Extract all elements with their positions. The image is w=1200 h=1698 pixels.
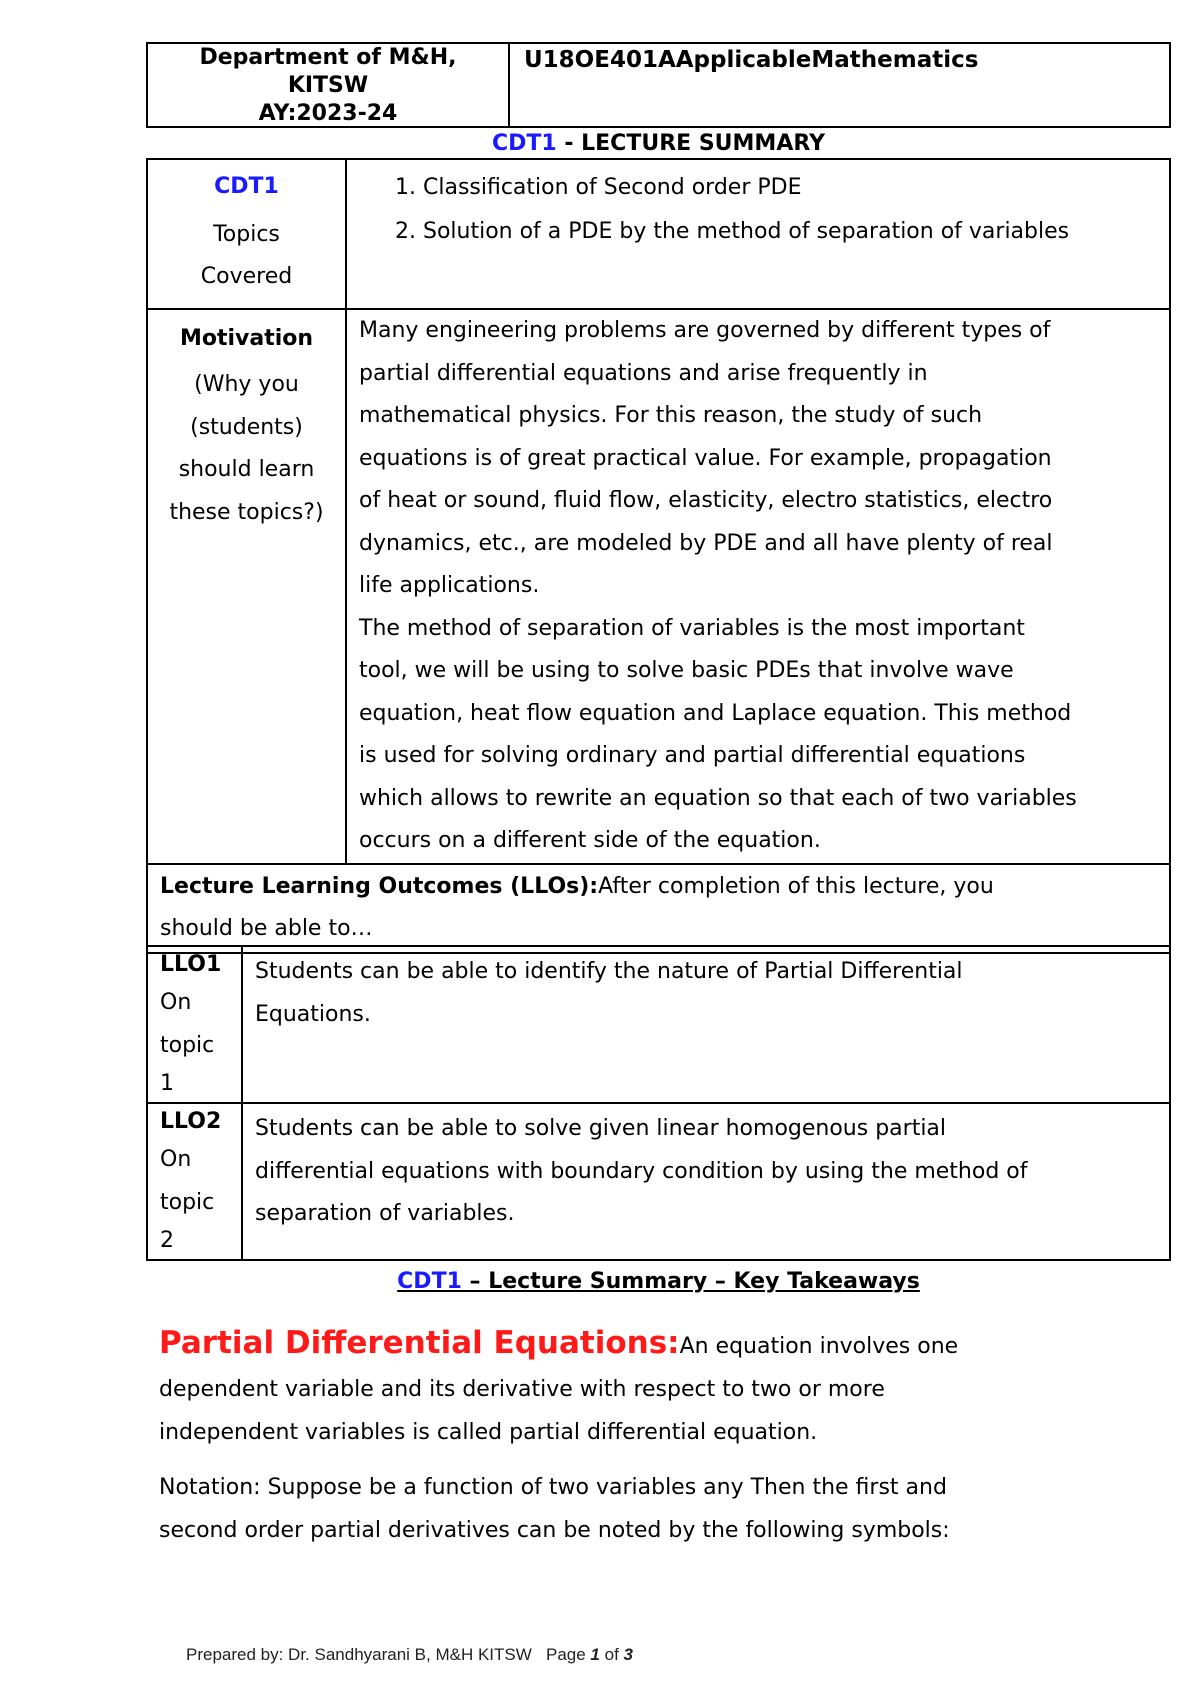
llo-label-line: On xyxy=(160,1147,192,1172)
pde-heading: Partial Differential Equations: xyxy=(159,1325,680,1361)
motivation-label-cell xyxy=(147,309,346,864)
notation-paragraph xyxy=(159,1466,1159,1552)
department-name: Department of M&H, xyxy=(199,45,457,70)
motivation-line: equation, heat flow equation and Laplace equation. This method xyxy=(359,700,1072,726)
of-word: of xyxy=(604,1645,619,1664)
topics-cdt-label: CDT1 xyxy=(214,174,279,199)
summary-title-text: - LECTURE SUMMARY xyxy=(556,131,826,156)
motivation-line: equations is of great practical value. For example, propagation xyxy=(359,445,1052,471)
motivation-label: Motivation xyxy=(179,326,314,351)
lecture-summary-title xyxy=(146,130,1171,158)
motivation-line: of heat or sound, fluid flow, elasticity, electro statistics, electro xyxy=(359,488,1053,513)
topics-row xyxy=(147,159,1170,309)
llo-text-cell xyxy=(242,946,1170,1103)
motivation-sub-2: (students) xyxy=(190,414,303,440)
page-word: Page xyxy=(545,1645,586,1664)
pde-definition xyxy=(159,1322,1159,1454)
topics-list-cell xyxy=(346,159,1170,309)
motivation-row xyxy=(147,309,1170,864)
motivation-line: life applications. xyxy=(359,573,540,598)
llo-intro-heading: Lecture Learning Outcomes (LLOs): xyxy=(160,873,599,899)
page-total: 3 xyxy=(623,1645,634,1664)
llo-row xyxy=(147,1103,1170,1260)
page-footer xyxy=(186,1645,633,1665)
motivation-text-cell xyxy=(346,309,1170,864)
motivation-line: Many engineering problems are governed by different types of xyxy=(359,318,1051,343)
course-code: U18OE401AApplicableMathematics xyxy=(524,47,979,73)
page-number: 1 xyxy=(590,1645,600,1664)
llo-label-line: 2 xyxy=(160,1228,174,1253)
pde-line2: dependent variable and its derivative with respect to two or more xyxy=(159,1377,885,1402)
llo-table xyxy=(146,945,1171,1261)
motivation-line: mathematical physics. For this reason, the study of such xyxy=(359,403,983,428)
llo-label-line: topic xyxy=(160,1189,215,1215)
topics-label-line1: Topics xyxy=(213,222,280,247)
llo-row xyxy=(147,946,1170,1103)
llo-label-line: 1 xyxy=(160,1071,174,1096)
institute-name: KITSW xyxy=(287,73,369,98)
llo-id: LLO1 xyxy=(160,952,222,977)
notation-line1: Notation: Suppose be a function of two variables any Then the first and xyxy=(159,1475,947,1500)
topics-label-cell xyxy=(147,159,346,309)
motivation-line: dynamics, etc., are modeled by PDE and all have plenty of real xyxy=(359,530,1053,556)
llo-text-line: differential equations with boundary condition by using the method of xyxy=(255,1158,1028,1184)
document-header xyxy=(146,42,1171,128)
llo-label-line: On xyxy=(160,990,192,1015)
llo-text-cell xyxy=(242,1103,1170,1260)
llo-id: LLO2 xyxy=(160,1109,222,1134)
topics-label-line2: Covered xyxy=(200,264,293,289)
topic-item-2: 2. Solution of a PDE by the method of separation of variables xyxy=(395,219,1070,244)
motivation-sub-1: (Why you xyxy=(194,372,299,397)
llo-label-line: topic xyxy=(160,1032,215,1058)
department-cell xyxy=(148,44,510,126)
key-takeaways-title xyxy=(146,1267,1171,1297)
motivation-sub-4: these topics?) xyxy=(169,499,324,525)
llo-intro-row xyxy=(147,864,1170,953)
llo-label-cell xyxy=(147,946,242,1103)
llo-text-line: separation of variables. xyxy=(255,1201,515,1226)
motivation-line: occurs on a different side of the equation. xyxy=(359,828,821,853)
prepared-by: Prepared by: Dr. Sandhyarani B, M&H KITSW xyxy=(186,1645,532,1664)
llo-label-cell xyxy=(147,1103,242,1260)
key-takeaways-cdt: CDT1 xyxy=(397,1269,462,1294)
pde-line3: independent variables is called partial differential equation. xyxy=(159,1420,818,1445)
motivation-line: tool, we will be using to solve basic PDEs that involve wave xyxy=(359,658,1014,683)
llo-text-line: Students can be able to identify the nature of Partial Differential xyxy=(255,959,963,984)
pde-text: An equation involves one xyxy=(679,1334,959,1359)
key-takeaways-text: – Lecture Summary – Key Takeaways xyxy=(461,1269,920,1294)
notation-line2: second order partial derivatives can be noted by the following symbols: xyxy=(159,1518,950,1543)
motivation-line: which allows to rewrite an equation so that each of two variables xyxy=(359,785,1077,811)
topic-item-1: 1. Classification of Second order PDE xyxy=(395,175,802,200)
summary-cdt-label: CDT1 xyxy=(491,131,557,156)
llo-intro-cell xyxy=(147,864,1170,953)
motivation-line: The method of separation of variables is the most important xyxy=(359,615,1025,641)
summary-table xyxy=(146,158,1171,954)
llo-text-line: Students can be able to solve given linear homogenous partial xyxy=(255,1116,947,1141)
motivation-sub-3: should learn xyxy=(178,457,315,482)
motivation-line: partial differential equations and arise frequently in xyxy=(359,360,928,386)
llo-intro-line2: should be able to… xyxy=(160,916,373,941)
academic-year: AY:2023-24 xyxy=(258,101,398,126)
llo-text-line: Equations. xyxy=(255,1001,371,1027)
motivation-line: is used for solving ordinary and partial differential equations xyxy=(359,743,1026,768)
llo-intro-text: After completion of this lecture, you xyxy=(598,873,994,899)
